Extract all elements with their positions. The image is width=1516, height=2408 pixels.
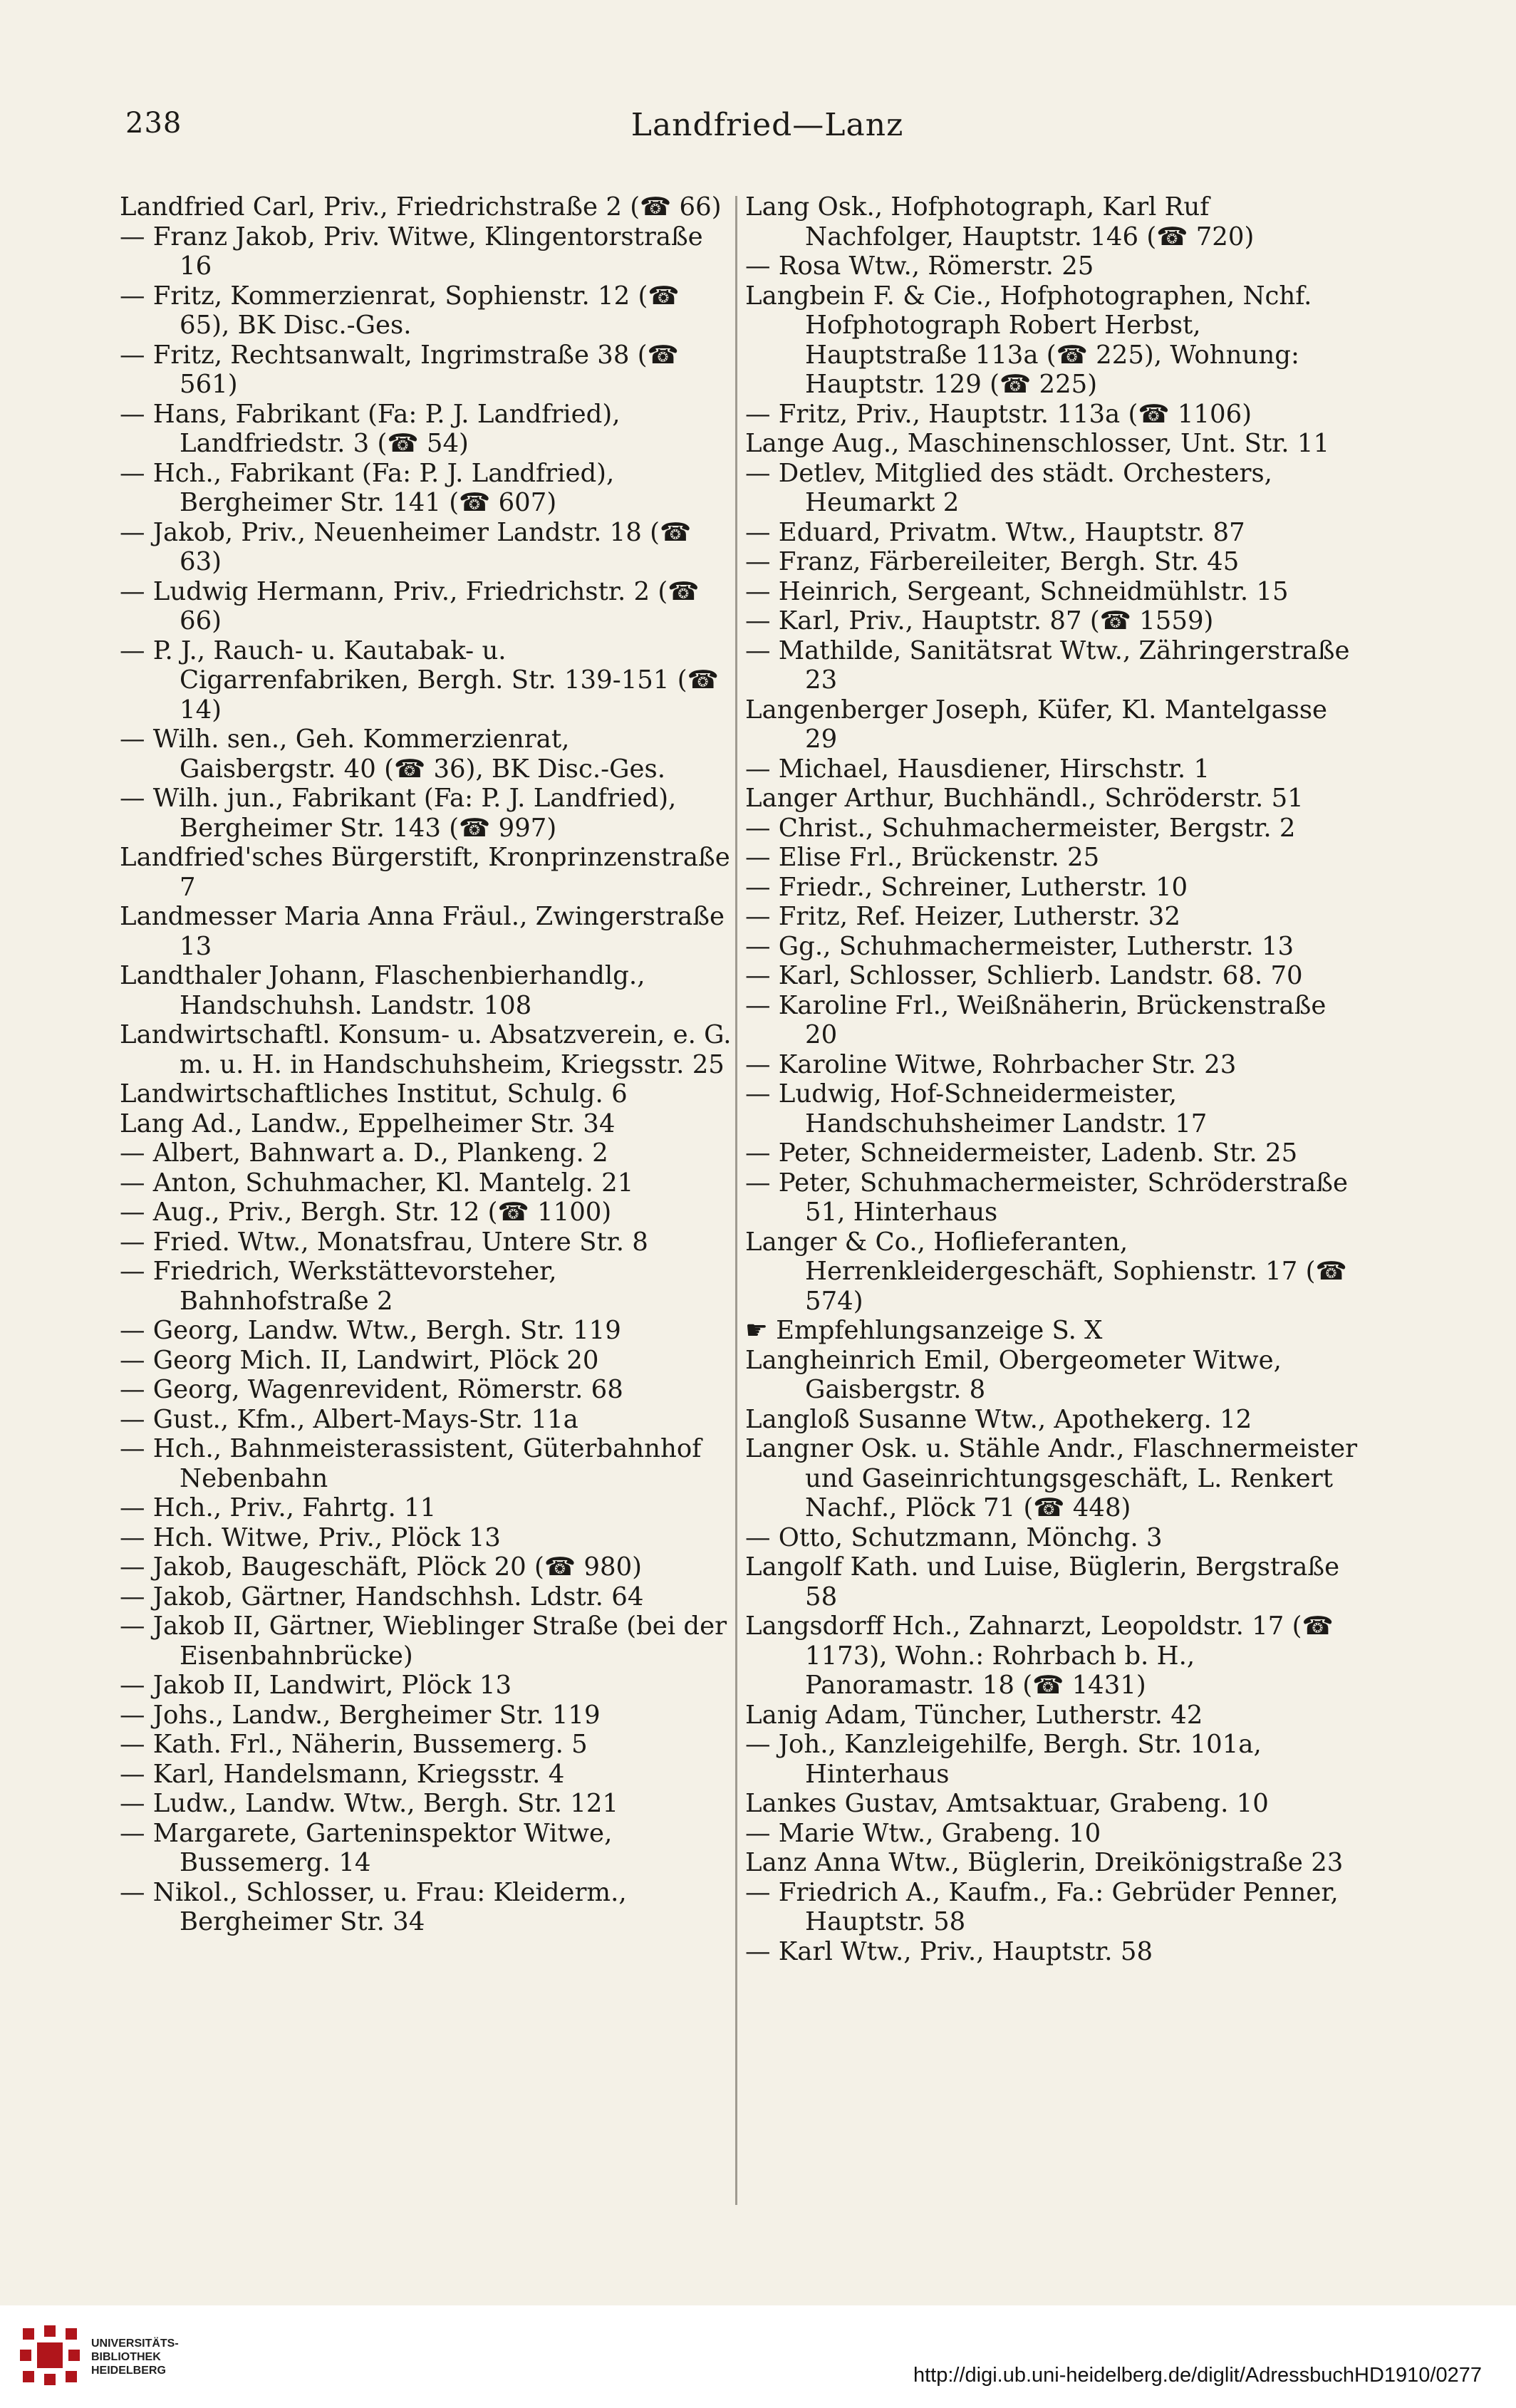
library-name-line: HEIDELBERG bbox=[91, 2365, 166, 2377]
directory-entry: Langer Arthur, Buchhändl., Schröderstr. 51 bbox=[745, 784, 1304, 813]
directory-entry: Langner Osk. u. Stähle Andr., Flaschnermeister und Gaseinrichtungsgeschäft, L. Renkert Nachf., Plöck 71 (☎ 448) bbox=[745, 1434, 1358, 1522]
directory-entry: — Gust., Kfm., Albert-Mays-Str. 11a bbox=[120, 1404, 578, 1434]
directory-entry: Landfried'sches Bürgerstift, Kronprinzenstraße 7 bbox=[120, 843, 730, 902]
directory-entry: — Wilh. jun., Fabrikant (Fa: P. J. Landfried), Bergheimer Str. 143 (☎ 997) bbox=[120, 784, 677, 843]
directory-entry: — Rosa Wtw., Römerstr. 25 bbox=[745, 251, 1094, 281]
directory-entry: Lanig Adam, Tüncher, Lutherstr. 42 bbox=[745, 1700, 1203, 1730]
page-header bbox=[125, 107, 1409, 147]
directory-entry: — Karoline Frl., Weißnäherin, Brückenstraße 20 bbox=[745, 990, 1326, 1049]
directory-entry: — P. J., Rauch- u. Kautabak- u. Cigarrenfabriken, Bergh. Str. 139-151 (☎ 14) bbox=[120, 635, 719, 725]
directory-entry: — Hans, Fabrikant (Fa: P. J. Landfried), Landfriedstr. 3 (☎ 54) bbox=[120, 399, 621, 458]
directory-entry: — Karl, Schlosser, Schlierb. Landstr. 68. 70 bbox=[745, 961, 1303, 990]
directory-entry: — Detlev, Mitglied des städt. Orchesters, Heumarkt 2 bbox=[745, 458, 1272, 517]
directory-entry: — Peter, Schneidermeister, Ladenb. Str. 25 bbox=[745, 1138, 1298, 1168]
directory-entry: — Hch. Witwe, Priv., Plöck 13 bbox=[120, 1522, 501, 1552]
directory-entry: Lanz Anna Wtw., Büglerin, Dreikönigstraße 23 bbox=[745, 1848, 1344, 1877]
directory-entry: Langsdorff Hch., Zahnarzt, Leopoldstr. 17 (☎ 1173), Wohn.: Rohrbach b. H., Panoramastr. 18 (☎ 1431) bbox=[745, 1612, 1334, 1700]
left-column bbox=[120, 192, 732, 1937]
directory-entry: — Jakob II, Gärtner, Wieblinger Straße (bei der Eisenbahnbrücke) bbox=[120, 1612, 727, 1671]
directory-entry: — Karl, Handelsmann, Kriegsstr. 4 bbox=[120, 1759, 565, 1789]
directory-entry: Langolf Kath. und Luise, Büglerin, Bergstraße 58 bbox=[745, 1552, 1340, 1612]
directory-entry: — Fritz, Priv., Hauptstr. 113a (☎ 1106) bbox=[745, 399, 1252, 429]
directory-entry: — Joh., Kanzleigehilfe, Bergh. Str. 101a, Hinterhaus bbox=[745, 1730, 1262, 1789]
directory-entry: — Otto, Schutzmann, Mönchg. 3 bbox=[745, 1522, 1163, 1552]
directory-entry: — Eduard, Privatm. Wtw., Hauptstr. 87 bbox=[745, 517, 1245, 547]
directory-entry: — Elise Frl., Brückenstr. 25 bbox=[745, 843, 1100, 872]
library-seal-icon bbox=[16, 2321, 84, 2389]
directory-entry: — Karl Wtw., Priv., Hauptstr. 58 bbox=[745, 1936, 1153, 1966]
directory-entry: Langheinrich Emil, Obergeometer Witwe, Gaisbergstr. 8 bbox=[745, 1345, 1282, 1404]
directory-entry: — Jakob II, Landwirt, Plöck 13 bbox=[120, 1671, 512, 1700]
directory-entry: — Hch., Priv., Fahrtg. 11 bbox=[120, 1493, 437, 1522]
directory-entry: — Friedrich, Werkstättevorsteher, Bahnhofstraße 2 bbox=[120, 1257, 557, 1316]
directory-entry: — Georg, Wagenrevident, Römerstr. 68 bbox=[120, 1375, 623, 1404]
directory-entry: Langbein F. & Cie., Hofphotographen, Nchf. Hofphotograph Robert Herbst, Hauptstraße 113a (☎ 225), Wohnung: Hauptstr. 129 (☎ 225) bbox=[745, 281, 1312, 399]
directory-entry: — Michael, Hausdiener, Hirschstr. 1 bbox=[745, 754, 1210, 784]
directory-entry: — Friedr., Schreiner, Lutherstr. 10 bbox=[745, 872, 1188, 902]
directory-entry: — Jakob, Priv., Neuenheimer Landstr. 18 (☎ 63) bbox=[120, 517, 692, 576]
directory-entry: — Johs., Landw., Bergheimer Str. 119 bbox=[120, 1700, 601, 1730]
directory-entry: Lange Aug., Maschinenschlosser, Unt. Str. 11 bbox=[745, 429, 1330, 458]
library-name-line: BIBLIOTHEK bbox=[91, 2351, 161, 2363]
directory-entry: — Jakob, Baugeschäft, Plöck 20 (☎ 980) bbox=[120, 1552, 643, 1582]
directory-entry: — Christ., Schuhmachermeister, Bergstr. 2 bbox=[745, 813, 1296, 843]
directory-entry: — Fritz, Rechtsanwalt, Ingrimstraße 38 (☎ 561) bbox=[120, 340, 679, 399]
directory-entry: Landmesser Maria Anna Fräul., Zwingerstraße 13 bbox=[120, 902, 725, 961]
directory-entry: Langenberger Joseph, Küfer, Kl. Mantelgasse 29 bbox=[745, 695, 1328, 754]
directory-entry: — Hch., Bahnmeisterassistent, Güterbahnhof Nebenbahn bbox=[120, 1434, 702, 1493]
directory-entry: — Heinrich, Sergeant, Schneidmühlstr. 15 bbox=[745, 576, 1289, 606]
page-number: 238 bbox=[125, 107, 182, 140]
directory-entry: — Wilh. sen., Geh. Kommerzienrat, Gaisbergstr. 40 (☎ 36), BK Disc.-Ges. bbox=[120, 725, 666, 784]
directory-entry: — Karl, Priv., Hauptstr. 87 (☎ 1559) bbox=[745, 606, 1214, 635]
directory-entry: Lankes Gustav, Amtsaktuar, Grabeng. 10 bbox=[745, 1789, 1269, 1818]
library-name bbox=[91, 2337, 179, 2377]
directory-entry: Landfried Carl, Priv., Friedrichstraße 2 (☎ 66) bbox=[120, 192, 722, 222]
directory-entry: — Franz, Färbereileiter, Bergh. Str. 45 bbox=[745, 547, 1240, 576]
directory-entry: — Nikol., Schlosser, u. Frau: Kleiderm., Bergheimer Str. 34 bbox=[120, 1877, 627, 1936]
directory-entry: — Friedrich A., Kaufm., Fa.: Gebrüder Penner, Hauptstr. 58 bbox=[745, 1877, 1339, 1936]
directory-entry: — Kath. Frl., Näherin, Bussemerg. 5 bbox=[120, 1730, 588, 1759]
directory-entry: Langloß Susanne Wtw., Apothekerg. 12 bbox=[745, 1404, 1252, 1434]
directory-entry: — Aug., Priv., Bergh. Str. 12 (☎ 1100) bbox=[120, 1198, 612, 1227]
directory-entry: — Jakob, Gärtner, Handschhsh. Ldstr. 64 bbox=[120, 1582, 644, 1612]
directory-entry: — Ludwig, Hof-Schneidermeister, Handschuhsheimer Landstr. 17 bbox=[745, 1079, 1208, 1138]
directory-entry: — Hch., Fabrikant (Fa: P. J. Landfried), Bergheimer Str. 141 (☎ 607) bbox=[120, 458, 615, 517]
directory-entry: — Ludw., Landw. Wtw., Bergh. Str. 121 bbox=[120, 1789, 619, 1818]
directory-entry: — Marie Wtw., Grabeng. 10 bbox=[745, 1818, 1101, 1848]
column-divider bbox=[735, 196, 737, 2205]
directory-entry: — Peter, Schuhmachermeister, Schröderstraße 51, Hinterhaus bbox=[745, 1168, 1348, 1227]
digitization-footer bbox=[0, 2305, 1516, 2408]
directory-entry: — Georg, Landw. Wtw., Bergh. Str. 119 bbox=[120, 1316, 621, 1345]
directory-entry: — Anton, Schuhmacher, Kl. Mantelg. 21 bbox=[120, 1168, 634, 1198]
directory-entry: Lang Ad., Landw., Eppelheimer Str. 34 bbox=[120, 1109, 616, 1138]
directory-entry: Landthaler Johann, Flaschenbierhandlg., Handschuhsh. Landstr. 108 bbox=[120, 961, 645, 1020]
directory-entry: — Fritz, Ref. Heizer, Lutherstr. 32 bbox=[745, 902, 1180, 931]
directory-entry: — Fritz, Kommerzienrat, Sophienstr. 12 (☎ 65), BK Disc.-Ges. bbox=[120, 281, 680, 340]
directory-entry: Landwirtschaftl. Konsum- u. Absatzverein, e. G. m. u. H. in Handschuhsheim, Kriegsstr. 25 bbox=[120, 1020, 732, 1079]
directory-entry: Lang Osk., Hofphotograph, Karl Ruf Nachfolger, Hauptstr. 146 (☎ 720) bbox=[745, 192, 1255, 251]
right-column bbox=[745, 192, 1365, 1966]
directory-entry: — Albert, Bahnwart a. D., Plankeng. 2 bbox=[120, 1138, 608, 1168]
running-title: Landfried—Lanz bbox=[630, 107, 904, 143]
university-library-logo bbox=[16, 2321, 84, 2389]
directory-entry: — Mathilde, Sanitätsrat Wtw., Zähringerstraße 23 bbox=[745, 635, 1350, 695]
library-name-line: UNIVERSITÄTS- bbox=[91, 2337, 179, 2350]
directory-entry: — Gg., Schuhmachermeister, Lutherstr. 13 bbox=[745, 931, 1294, 961]
directory-entry: Landwirtschaftliches Institut, Schulg. 6 bbox=[120, 1079, 628, 1109]
source-url-link[interactable]: http://digi.ub.uni-heidelberg.de/diglit/AdressbuchHD1910/0277 bbox=[913, 2364, 1482, 2387]
directory-entry: — Fried. Wtw., Monatsfrau, Untere Str. 8 bbox=[120, 1227, 648, 1257]
directory-entry: — Franz Jakob, Priv. Witwe, Klingentorstraße 16 bbox=[120, 222, 703, 281]
directory-entry: — Karoline Witwe, Rohrbacher Str. 23 bbox=[745, 1049, 1237, 1079]
advertisement-reference: ☛ Empfehlungsanzeige S. X bbox=[745, 1316, 1103, 1345]
directory-entry: — Ludwig Hermann, Priv., Friedrichstr. 2 (☎ 66) bbox=[120, 576, 700, 635]
directory-entry: — Georg Mich. II, Landwirt, Plöck 20 bbox=[120, 1345, 599, 1375]
directory-entry: — Margarete, Garteninspektor Witwe, Bussemerg. 14 bbox=[120, 1818, 613, 1877]
directory-entry: Langer & Co., Hoflieferanten, Herrenkleidergeschäft, Sophienstr. 17 (☎ 574) bbox=[745, 1227, 1347, 1316]
